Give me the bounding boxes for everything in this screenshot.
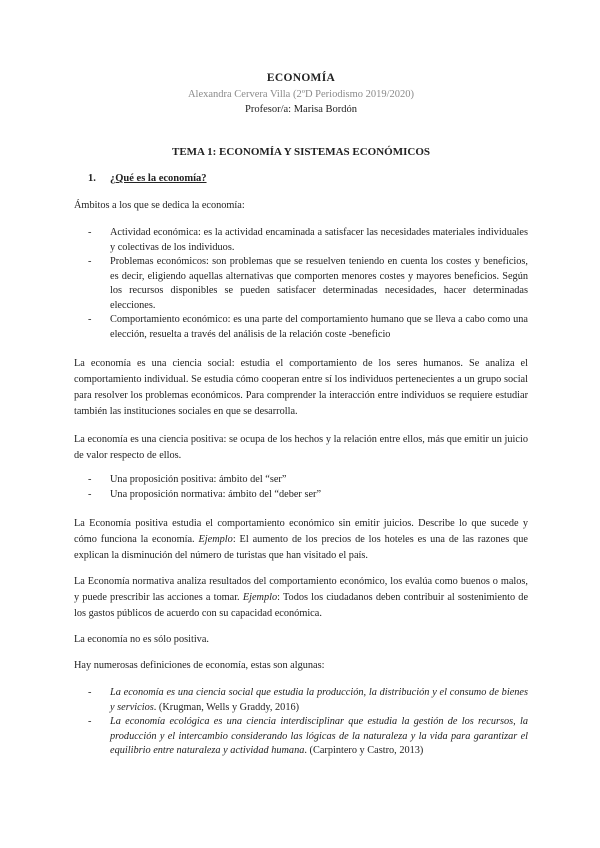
list-item: - Actividad económica: es la actividad encaminada a satisfacer las necesidades materiales individuales y colectivas de los individuos.	[88, 227, 528, 253]
paragraph-no-positiva: La economía no es sólo positiva.	[74, 634, 209, 645]
author-line: Alexandra Cervera Villa (2ºD Periodismo 2019/2020)	[187, 89, 415, 100]
document-title: ECONOMÍA	[266, 72, 336, 84]
section-title: ¿Qué es la economía?	[110, 173, 207, 184]
list-item: - Una proposición positiva: ámbito del “ser”	[88, 474, 287, 485]
paragraph-economia-positiva: La Economía positiva estudia el comportamiento económico sin emitir juicios. Describe lo que sucede y cómo funciona la economía. Ejemplo: El aumento de los precios de los hoteles es una de las razones que explican la disminución del número de turistas que han visitado el país.	[74, 518, 528, 561]
definiciones-list	[88, 686, 528, 759]
ambitos-intro: Ámbitos a los que se dedica la economía:	[74, 200, 245, 211]
paragraph-economia-normativa: La Economía normativa analiza resultados del comportamiento económico, los evalúa como buenos o malos, y puede prescribir las acciones a tomar. Ejemplo: Todos los ciudadanos deben contribuir al sostenimiento de los gastos públicos de acuerdo con su capacidad económica.	[74, 576, 529, 619]
example-label: Ejemplo	[198, 534, 233, 545]
list-item: - La economía ecológica es una ciencia interdisciplinar que estudia la gestión de los recursos, la producción y el intercambio considerando las lógicas de la naturaleza y la vida para garantizar el equilibrio entre naturaleza y actividad humana. (Carpintero y Castro, 2013)	[88, 716, 528, 756]
paragraph-positiva: La economía es una ciencia positiva: se ocupa de los hechos y la relación entre ellos, más que emitir un juicio de valor respecto de ellos.	[74, 434, 528, 461]
list-item: - La economía es una ciencia social que estudia la producción, la distribución y el consumo de bienes y servicios. (Krugman, Wells y Graddy, 2016)	[88, 687, 528, 713]
section-number: 1.	[88, 173, 96, 184]
section-heading	[88, 173, 207, 184]
list-item: - Una proposición normativa: ámbito del “deber ser”	[88, 488, 322, 500]
proposiciones-list	[88, 473, 528, 502]
example-label: Ejemplo	[242, 592, 278, 603]
ambitos-list	[88, 226, 528, 342]
list-item: - Problemas económicos: son problemas que se resuelven teniendo en cuenta los costes y beneficios, es decir, eligiendo aquellas alternativas que comporten menores costes y mayores beneficios. Según los recursos disponibles se pueden satisfacer determinadas necesidades, hacer determinadas elecciones.	[88, 256, 528, 311]
paragraph-social: La economía es una ciencia social: estudia el comportamiento de los seres humanos. Se analiza el comportamiento individual. Se estudia cómo cooperan entre sí los individuos pertenecientes a un grupo social para resolver los problemas económicos. Para comprender la interacción entre individuos se requiere estudiar también las instituciones sociales en que se desarrolla.	[74, 358, 528, 417]
topic-heading: TEMA 1: ECONOMÍA Y SISTEMAS ECONÓMICOS	[171, 146, 431, 158]
list-item: - Comportamiento económico: es una parte del comportamiento humano que se lleva a cabo como una elección, resuelta a través del análisis de la relación coste -beneficio	[88, 314, 528, 340]
professor-line: Profesor/a: Marisa Bordón	[245, 104, 357, 115]
paragraph-definiciones: Hay numerosas definiciones de economía, estas son algunas:	[74, 660, 325, 671]
